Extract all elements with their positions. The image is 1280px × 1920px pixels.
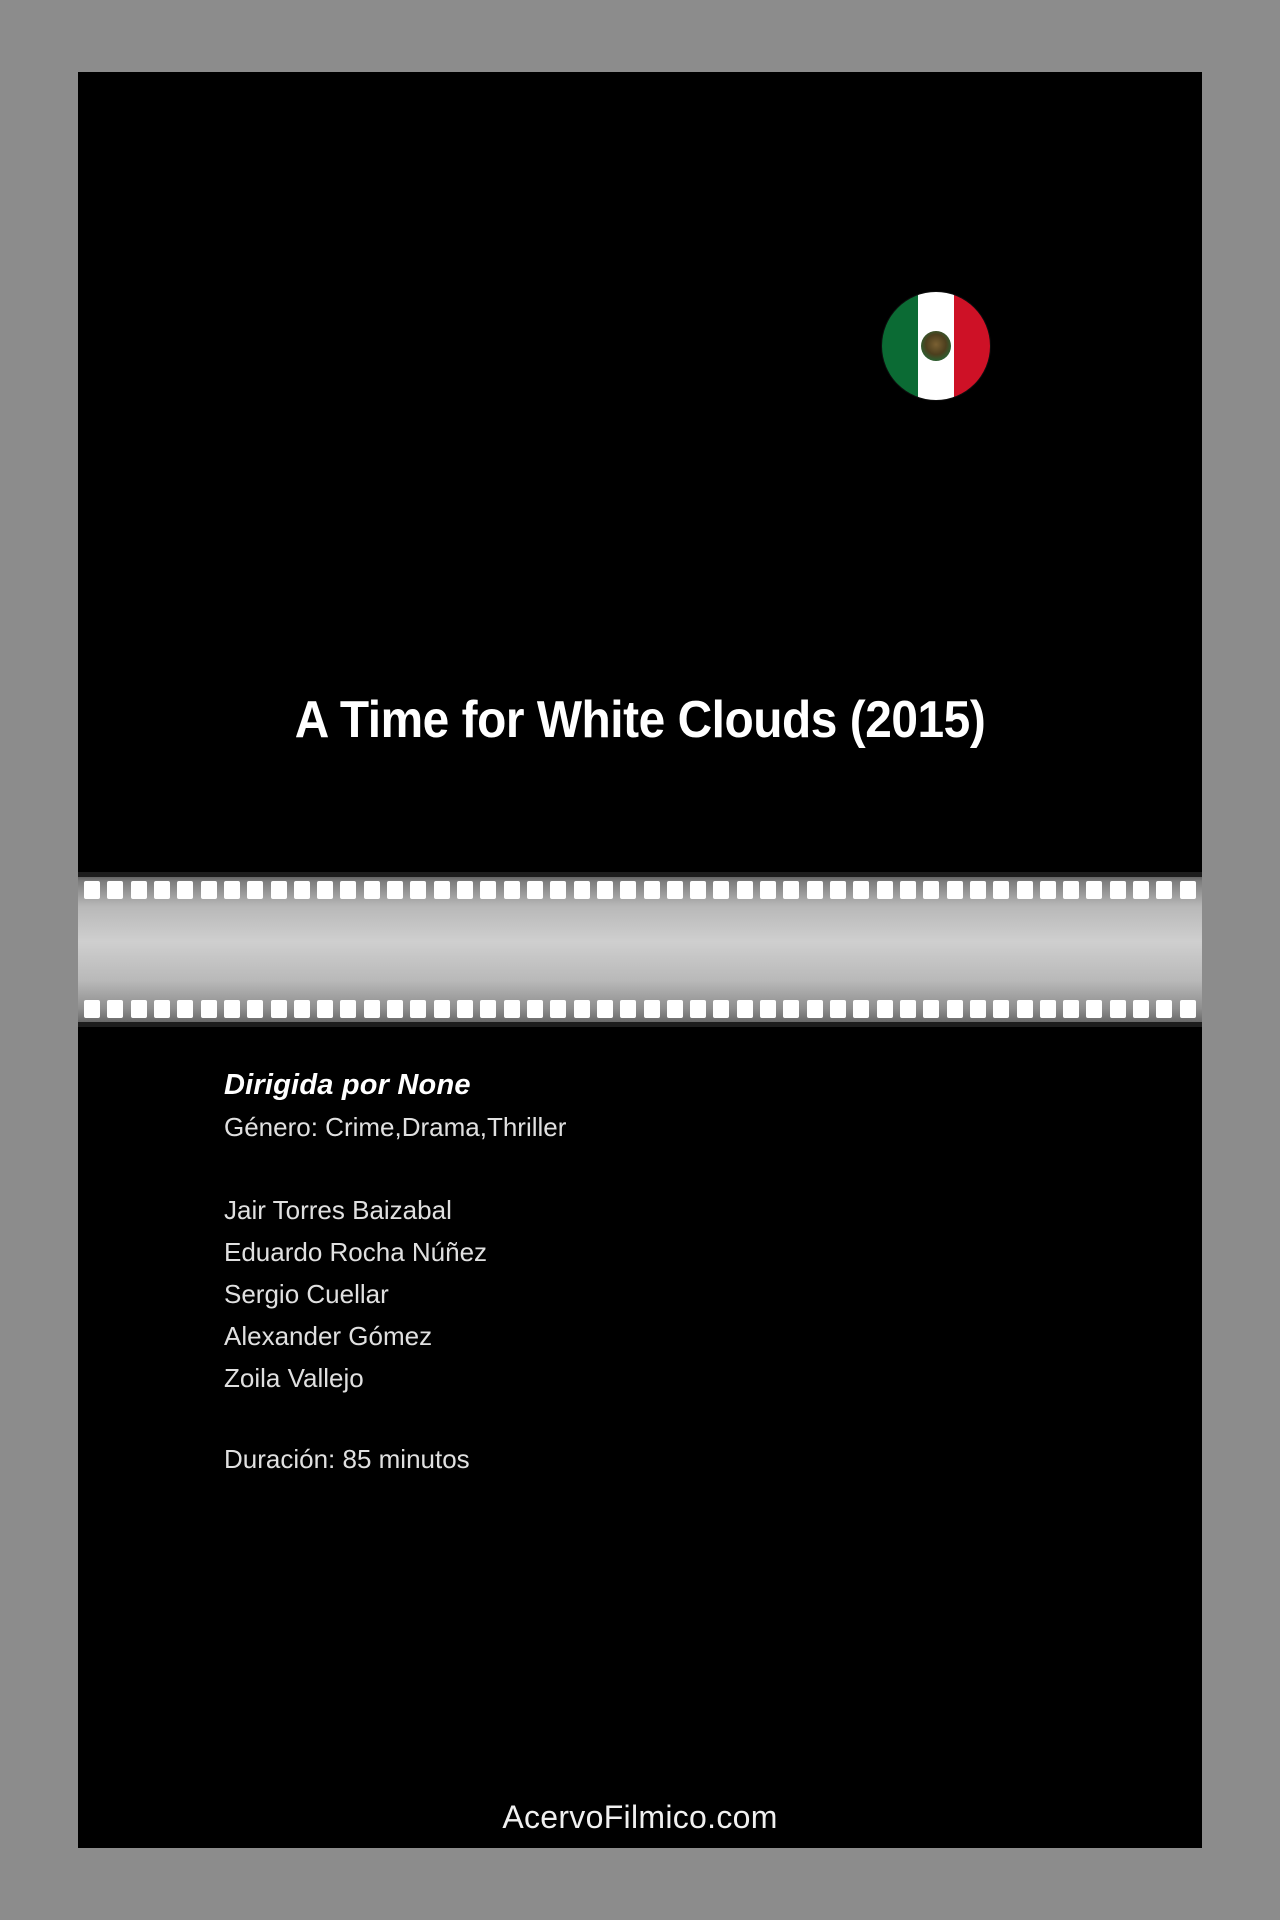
- film-perforation: [737, 1000, 753, 1018]
- film-perforation: [480, 881, 496, 899]
- film-perforation: [620, 1000, 636, 1018]
- site-watermark: AcervoFilmico.com: [502, 1799, 778, 1835]
- film-strip-edge-top: [78, 872, 1202, 877]
- film-perforation: [457, 881, 473, 899]
- film-perforation: [154, 1000, 170, 1018]
- film-perforation: [224, 1000, 240, 1018]
- film-perforation: [340, 1000, 356, 1018]
- list-item: Sergio Cuellar: [224, 1279, 389, 1310]
- film-perforation: [644, 1000, 660, 1018]
- film-perforation: [760, 1000, 776, 1018]
- film-perforation: [574, 1000, 590, 1018]
- film-perforation: [923, 881, 939, 899]
- film-perforation: [550, 1000, 566, 1018]
- film-perforation: [900, 1000, 916, 1018]
- film-perforation: [1156, 881, 1172, 899]
- film-perforation: [760, 881, 776, 899]
- film-perforation: [480, 1000, 496, 1018]
- film-perforation: [434, 1000, 450, 1018]
- film-perforation: [1133, 1000, 1149, 1018]
- film-perforations-bottom: [78, 1000, 1202, 1018]
- film-perforation: [947, 881, 963, 899]
- film-perforation: [177, 1000, 193, 1018]
- film-perforation: [317, 881, 333, 899]
- film-perforation: [923, 1000, 939, 1018]
- film-perforation: [527, 881, 543, 899]
- film-perforation: [387, 881, 403, 899]
- duration-line: Duración: 85 minutos: [224, 1443, 470, 1474]
- film-perforation: [574, 881, 590, 899]
- film-perforation: [504, 881, 520, 899]
- film-perforation: [713, 1000, 729, 1018]
- film-perforation: [853, 1000, 869, 1018]
- film-perforation: [224, 881, 240, 899]
- flag-emblem-icon: [921, 331, 951, 361]
- list-item: Jair Torres Baizabal: [224, 1195, 452, 1225]
- film-perforation: [317, 1000, 333, 1018]
- film-perforation: [853, 881, 869, 899]
- film-perforation: [1110, 1000, 1126, 1018]
- film-perforation: [410, 1000, 426, 1018]
- film-perforation: [1017, 881, 1033, 899]
- film-perforation: [340, 881, 356, 899]
- film-perforation: [1180, 1000, 1196, 1018]
- film-perforation: [830, 1000, 846, 1018]
- film-perforation: [877, 1000, 893, 1018]
- film-perforations-top: [78, 881, 1202, 899]
- film-perforation: [84, 881, 100, 899]
- film-perforation: [690, 881, 706, 899]
- film-perforation: [1110, 881, 1126, 899]
- film-perforation: [783, 1000, 799, 1018]
- film-perforation: [993, 1000, 1009, 1018]
- film-perforation: [527, 1000, 543, 1018]
- list-item: Alexander Gómez: [224, 1321, 433, 1352]
- film-perforation: [550, 881, 566, 899]
- film-perforation: [294, 881, 310, 899]
- film-perforation: [900, 881, 916, 899]
- list-item: Eduardo Rocha Núñez: [224, 1237, 488, 1268]
- director-line: Dirigida por None: [224, 1069, 471, 1101]
- film-perforation: [597, 1000, 613, 1018]
- film-perforation: [154, 881, 170, 899]
- poster-top-section: [78, 72, 1202, 872]
- film-perforation: [620, 881, 636, 899]
- film-perforation: [993, 881, 1009, 899]
- cast-list: [224, 1189, 1202, 1400]
- film-perforation: [504, 1000, 520, 1018]
- film-perforation: [1040, 1000, 1056, 1018]
- movie-poster: [78, 72, 1202, 1848]
- film-perforation: [947, 1000, 963, 1018]
- film-perforation: [1017, 1000, 1033, 1018]
- film-perforation: [1040, 881, 1056, 899]
- film-perforation: [644, 881, 660, 899]
- film-perforation: [247, 1000, 263, 1018]
- list-item: Zoila Vallejo: [224, 1363, 364, 1394]
- film-perforation: [131, 881, 147, 899]
- film-perforation: [271, 881, 287, 899]
- film-perforation: [107, 881, 123, 899]
- film-perforation: [131, 1000, 147, 1018]
- film-perforation: [597, 881, 613, 899]
- film-strip: [78, 872, 1202, 1027]
- film-perforation: [1156, 1000, 1172, 1018]
- genre-line: Género: Crime,Drama,Thriller: [224, 1112, 567, 1142]
- film-perforation: [1063, 881, 1079, 899]
- film-perforation: [201, 1000, 217, 1018]
- flag-stripe-green: [882, 292, 918, 400]
- film-perforation: [1086, 1000, 1102, 1018]
- film-perforation: [667, 881, 683, 899]
- flag-stripe-red: [954, 292, 990, 400]
- film-perforation: [177, 881, 193, 899]
- film-perforation: [877, 881, 893, 899]
- film-perforation: [387, 1000, 403, 1018]
- film-perforation: [807, 1000, 823, 1018]
- film-perforation: [364, 881, 380, 899]
- poster-info-section: [78, 1027, 1202, 1848]
- film-perforation: [1086, 881, 1102, 899]
- film-perforation: [737, 881, 753, 899]
- film-perforation: [667, 1000, 683, 1018]
- film-perforation: [457, 1000, 473, 1018]
- film-perforation: [1063, 1000, 1079, 1018]
- film-perforation: [201, 881, 217, 899]
- film-perforation: [1180, 881, 1196, 899]
- film-perforation: [1133, 881, 1149, 899]
- film-perforation: [434, 881, 450, 899]
- film-perforation: [830, 881, 846, 899]
- film-perforation: [410, 881, 426, 899]
- film-perforation: [247, 881, 263, 899]
- film-perforation: [690, 1000, 706, 1018]
- film-perforation: [107, 1000, 123, 1018]
- film-perforation: [783, 881, 799, 899]
- film-perforation: [271, 1000, 287, 1018]
- film-perforation: [807, 881, 823, 899]
- film-perforation: [970, 1000, 986, 1018]
- film-perforation: [364, 1000, 380, 1018]
- film-perforation: [713, 881, 729, 899]
- film-perforation: [294, 1000, 310, 1018]
- film-perforation: [970, 881, 986, 899]
- film-perforation: [84, 1000, 100, 1018]
- movie-title: A Time for White Clouds (2015): [294, 691, 986, 749]
- mexico-flag-icon: [882, 292, 990, 400]
